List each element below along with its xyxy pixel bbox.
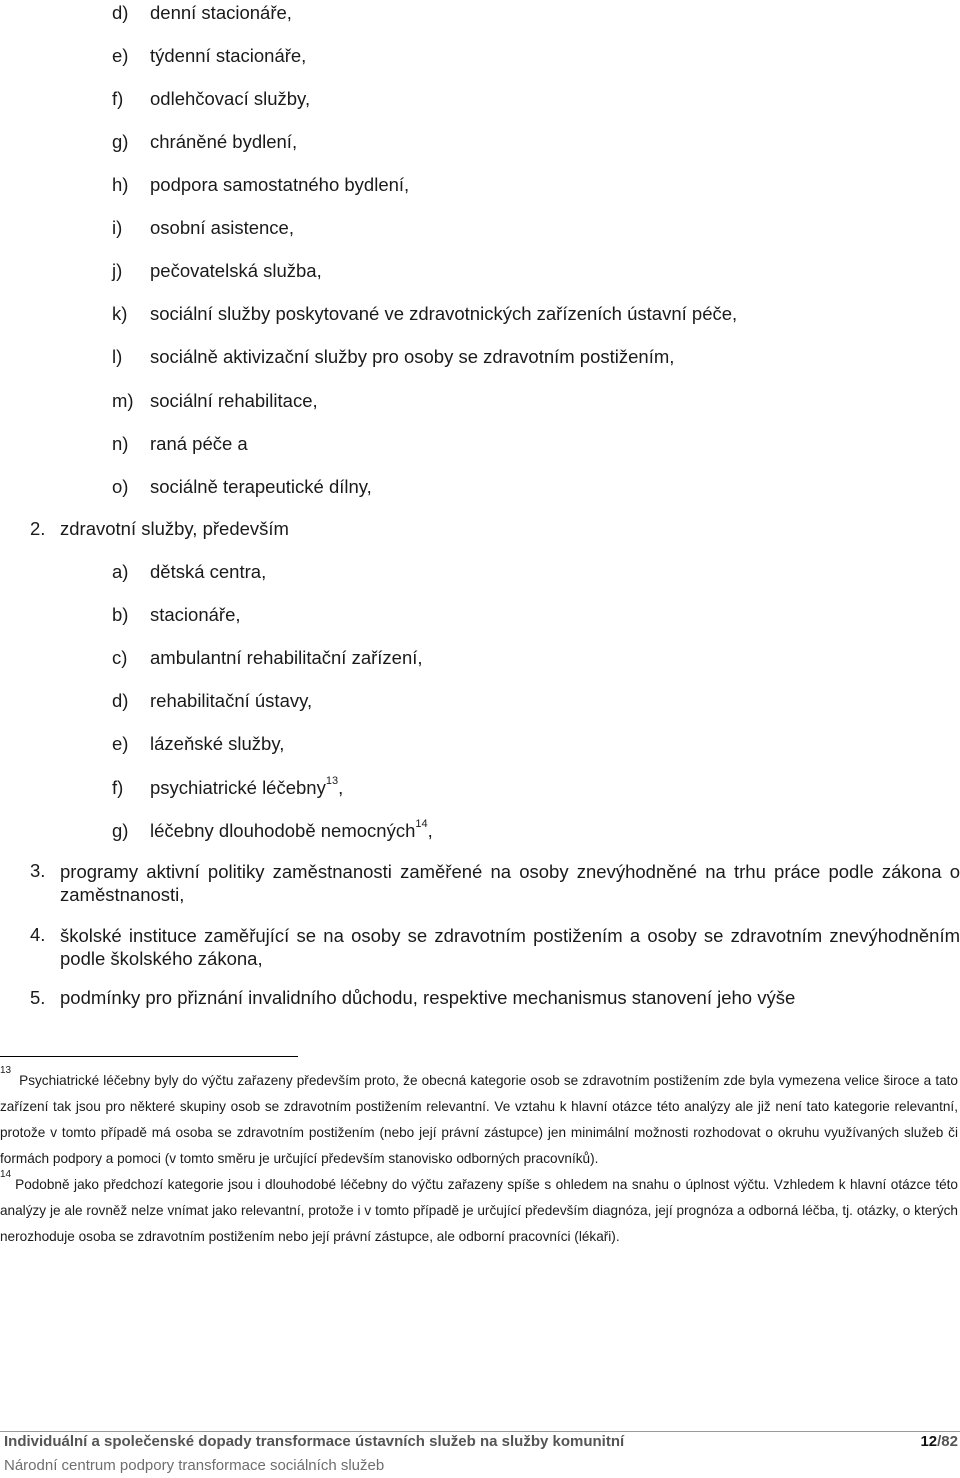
numbered-item-4-text: školské instituce zaměřující se na osoby se zdravotním postižením a osoby se zdravotním znevýhodněním podle školského zákona, xyxy=(60,925,960,969)
footnote-ref-14[interactable]: 14 xyxy=(415,817,428,830)
footer-separator xyxy=(0,1431,960,1432)
page-number: 12/82 xyxy=(920,1433,958,1450)
footnote-ref-13[interactable]: 13 xyxy=(325,774,339,787)
footnote-text: Podobně jako předchozí kategorie jsou i dlouhodobé léčebny do výčtu zařazeny spíše s ohledem na snahu o úplnost výčtu. Vzhledem k hlavní otázce této analýzy je ale rovněž nelze vnímat jako relevantní, protože i v tomto případě je určující především diagnóza, její prognóza a odborná léčba, tj. otázky, o kterých nerozhoduje osoba se zdravotním postižením nebo její právní zástupce, ale odborní pracovníci (lékaři). xyxy=(0,1177,958,1244)
footnote-14 xyxy=(0,1169,958,1250)
footnote-13 xyxy=(0,1065,958,1172)
numbered-item-3-text: programy aktivní politiky zaměstnanosti zaměřené na osoby znevýhodněné na trhu práce podle zákona o zaměstnanosti, xyxy=(60,861,960,905)
numbered-item-3-mark: 3. xyxy=(30,860,46,881)
footnote-separator xyxy=(0,1056,298,1057)
footnote-number: 13 xyxy=(0,1065,12,1077)
numbered-item-4-mark: 4. xyxy=(30,924,46,945)
footnote-text: Psychiatrické léčebny byly do výčtu zařazeny především proto, že obecná kategorie osob se zdravotním postižením zde byla vymezena velice široce a tato zařízení tak jsou pro některé skupiny osob se zdravotním postižením relevantní. Ve vztahu k hlavní otázce této analýzy ale již není tato kategorie relevantní, protože v tomto případě má osoba se zdravotním postižením (nebo její právní zástupce) jen minimální možnosti rozhodovat o okruhu využívaných služeb či formách podpory a pomoci (v tomto směru je určující především stanovisko odborných pracovníků). xyxy=(0,1073,958,1166)
footer-document-title: Individuální a společenské dopady transformace ústavních služeb na služby komunitní xyxy=(4,1433,625,1450)
footnote-number: 14 xyxy=(0,1169,12,1181)
footer-organization: Národní centrum podpory transformace sociálních služeb xyxy=(4,1457,385,1474)
